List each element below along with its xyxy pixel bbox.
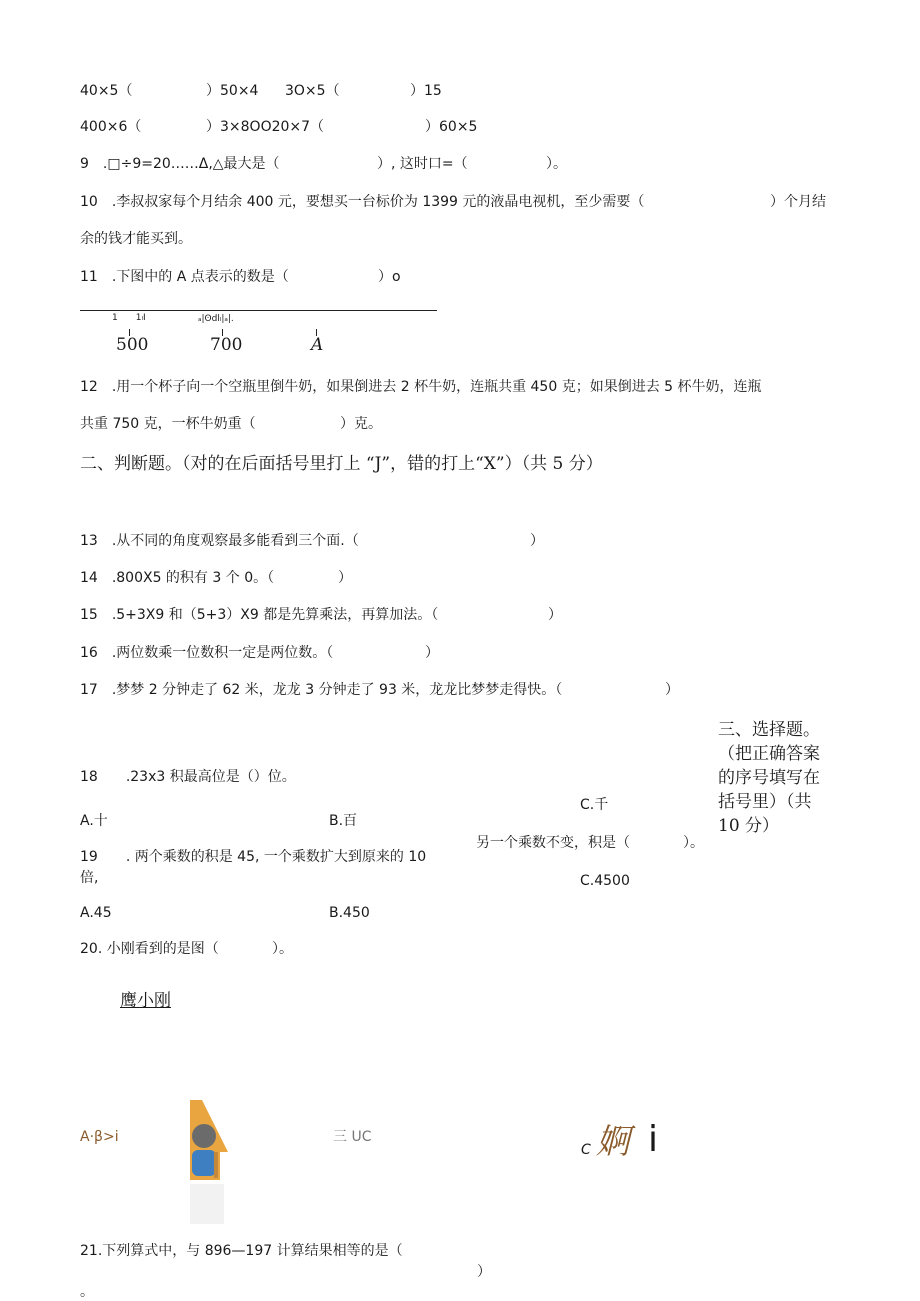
section3-title: 三、选择题。（把正确答案的序号填写在括号里）（共 10 分）	[718, 720, 820, 836]
q10-line1: 10 .李叔叔家每个月结余 400 元，要想买一台标价为 1399 元的液晶电视机，至少需要（	[80, 194, 645, 210]
number-line-label-500: 500	[116, 335, 149, 355]
person-illustration-icon	[190, 1100, 230, 1230]
q20-stem: 20. 小刚看到的是图（	[80, 941, 219, 957]
q21-period: 。	[80, 1284, 94, 1300]
q19-stem-line2: 倍,	[80, 870, 99, 886]
q20-option-c-art: 婀	[596, 1122, 630, 1162]
q7-line1-part3: 3O×5（	[285, 83, 340, 99]
number-line-label-700: 700	[210, 335, 243, 355]
q17-stem: 17 .梦梦 2 分钟走了 62 米，龙龙 3 分钟走了 93 米，龙龙比梦梦走得快。（	[80, 682, 563, 698]
q7-line2-part1: 400×6（	[80, 119, 142, 135]
q9-part1: 9 .□÷9=20……Δ,△最大是（	[80, 156, 280, 172]
q13-paren: ）	[530, 533, 544, 549]
q21-paren: ）	[477, 1264, 491, 1280]
number-line-axis	[80, 310, 437, 311]
q20-figure-caption: 鹰小刚	[120, 991, 171, 1011]
q10-line1-end: ）个月结	[770, 194, 826, 210]
q11-stem-end: ）o	[378, 269, 401, 285]
q7-line1-part1: 40×5（	[80, 83, 133, 99]
q15-paren: ）	[548, 607, 562, 623]
q19-stem-right-end: ）。	[683, 835, 704, 851]
q19-option-b: B.450	[329, 905, 370, 921]
q12-line1: 12 .用一个杯子向一个空瓶里倒牛奶，如果倒进去 2 杯牛奶，连瓶共重 450 克；如果倒进去 5 杯牛奶，连瓶	[80, 379, 762, 395]
q20-figure-person	[190, 1100, 230, 1230]
section2-title: 二、判断题。（对的在后面括号里打上 “J”，错的打上“X”）（共 5 分）	[80, 454, 603, 474]
q7-line1-part2: ）50×4	[206, 83, 259, 99]
q19-stem-right: 另一个乘数不变，积是（	[476, 835, 630, 851]
q20-option-c-letter: C	[581, 1142, 591, 1158]
q7-line2-part2: ）3×8OO20×7（	[206, 119, 325, 135]
q10-line2: 余的钱才能买到。	[80, 231, 192, 247]
q19-stem-line1: 19 . 两个乘数的积是 45, 一个乘数扩大到原来的 10	[80, 849, 427, 865]
q9-part2: ）, 这时口=（	[377, 156, 468, 172]
q18-option-a: A.十	[80, 813, 108, 829]
q17-paren: ）	[665, 682, 679, 698]
q16-paren: ）	[425, 645, 439, 661]
q19-option-c: C.4500	[580, 873, 630, 889]
q12-line2-end: ）克。	[340, 416, 382, 432]
q18-stem: 18 .23x3 积最高位是（）位。	[80, 769, 296, 785]
q20-stem-end: ）。	[272, 941, 293, 957]
q14-paren: ）	[338, 570, 352, 586]
q20-option-b: 三 UC	[333, 1129, 372, 1145]
q18-option-b: B.百	[329, 813, 358, 829]
q11-stem: 11 .下图中的 A 点表示的数是（	[80, 269, 289, 285]
q20-option-c-bar: i	[648, 1119, 659, 1160]
q19-option-a: A.45	[80, 905, 112, 921]
q20-option-a: A·β>i	[80, 1129, 119, 1145]
number-line-point-a: A	[311, 335, 324, 355]
q18-option-c: C.千	[580, 797, 609, 813]
number-line-tick-labels-mid: ₐ|ʘdlₗ|ₐ|.	[198, 314, 234, 324]
q7-line1-part4: ）15	[410, 83, 442, 99]
q15-stem: 15 .5+3X9 和（5+3）X9 都是先算乘法，再算加法。（	[80, 607, 439, 623]
q9-part3: ）。	[546, 156, 567, 172]
q13-stem: 13 .从不同的角度观察最多能看到三个面.（	[80, 533, 359, 549]
q7-line2-part3: ）60×5	[425, 119, 478, 135]
q21-stem: 21.下列算式中，与 896—197 计算结果相等的是（	[80, 1243, 403, 1259]
number-line-tick-labels-left: 1 1ₗI	[112, 313, 146, 323]
q16-stem: 16 .两位数乘一位数积一定是两位数。（	[80, 645, 334, 661]
q12-line2: 共重 750 克，一杯牛奶重（	[80, 416, 256, 432]
q14-stem: 14 .800X5 的积有 3 个 0。（	[80, 570, 275, 586]
